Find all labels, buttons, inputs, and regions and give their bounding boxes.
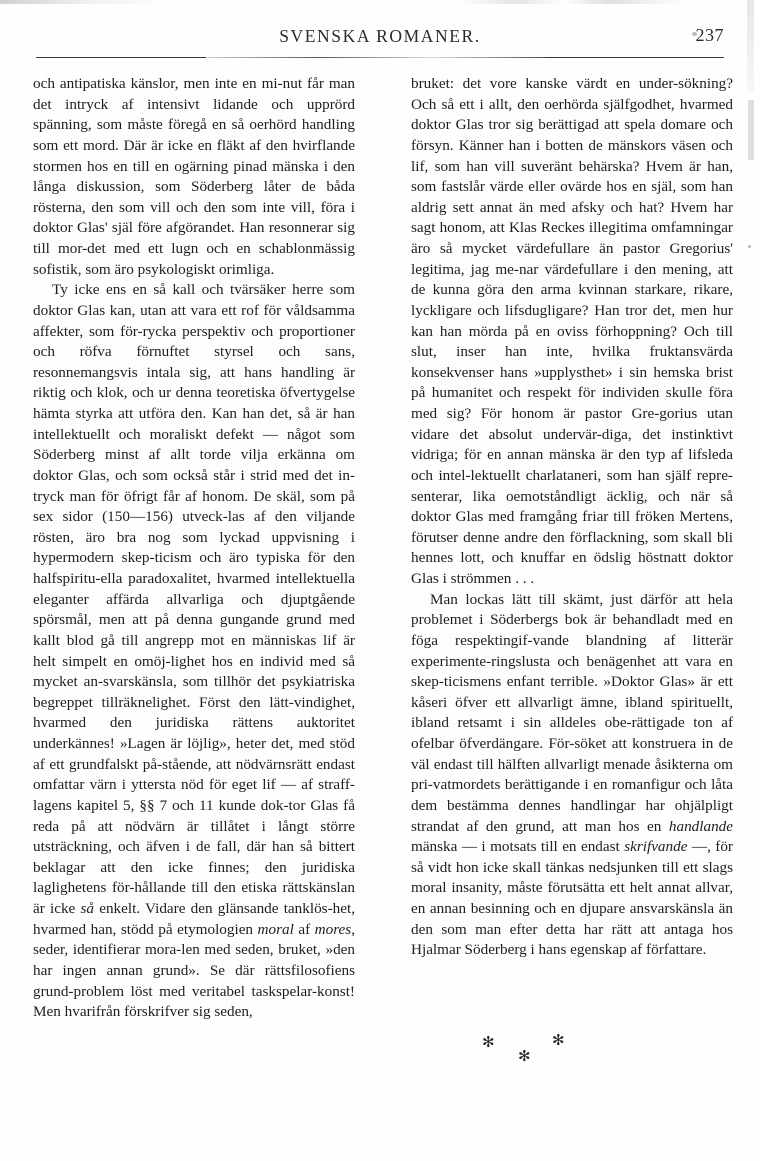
asterisk-icon: ✻	[518, 1049, 531, 1065]
asterism-ornament	[418, 1028, 588, 1074]
paragraph: bruket: det vore kanske värdt en under-sökning? Och så ett i allt, den oerhörda själfgodhet, hvarmed doktor Glas tror sig berättigad att spela domare och försyn. Känner han i botten de mänskors väsen och lif, som han vill suveränt behärska? Hvem är han, som fastslår värde eller ovärde hos en själ, som han aldrig sett annat än med afsky och hat? Hvem har sagt honom, att Klas Reckes illegitima omfamningar äro så mycket värdefullare än pastor Gregorius' legitima, jag me-nar värdefullare i den mening, att de kunna göra den arma kvinnan starkare, rikare, lyckligare och lifsdugligare? Han tror det, men hur kan han mörda på en oviss förhoppning? Och till slut, inser han inte, hvilka fruktansvärda konsekvenser hans »upplysthet» i sin hemska brist på humanitet och respekt för individen skulle föra med sig? För honom är pastor Gre-gorius utan vidare det absolut undervär-diga, det instinktivt vidriga; för en annan mänska är den typ af lifsleda och intel-lektuellt charlataneri, som han själf repre-senterar, lika oemotståndligt äcklig, och när så doktor Glas med framgång friar till fröken Mertens, förutser denne andre den förflackning, som skall bli hennes lott, och knuffar en ödslig höstnatt doktor Glas i strömmen . . .	[411, 75, 733, 587]
page-number: 237	[695, 25, 724, 45]
column-left	[33, 74, 355, 1023]
paragraph: Ty icke ens en så kall och tvärsäker herre som doktor Glas kan, utan att vara ett rof för våldsamma affekter, som för-rycka perspektiv och proportioner och röfva förnuftet styrsel och sans, resonnemangsvis intala sig, att hans handling är riktig och klok, och ur denna teoretiska öfvertygelse hämta styrka att utföra den. Kan han det, så är han intellektuellt och moraliskt defekt — något som Söderberg minst af allt torde vilja erkänna om doktor Glas, och som också står i strid med det in-tryck man för öfrigt får af honom. De skäl, som på sex sidor (150—156) utveck-las af den viljande rösten, äro bra nog som lyckad uppvisning i hypermodern skep-ticism och äro typiska för den halfspiritu-ella paradoxalitet, hvarmed intellektuella eleganter affärda allvarliga och djuptgående spörsmål, men att på denna gungande grund med kallt blod gå till angrepp mot en människas lif är helt simpelt en omöj-lighet hos en individ med så mycket an-svarskänsla, som tillhör det psykiatriska begreppet tillräknelighet. Först den lätt-vindighet, hvarmed den juridiska rättens auktoritet underkännes! »Lagen är löjlig», heter det, med stöd af ett grundfalskt på-stående, att nödvärnsrätt endast omfattar värn i yttersta nöd för eget lif — af straff-lagens kapitel 5, §§ 7 och 11 kunde dok-tor Glas få reda på att nödvärn är tillåtet i långt större utsträckning, och äfven i de fall, där han så bittert beklagar att den icke finnes; den juridiska laglighetens för-hållande till den etiska rättskänslan är icke så enkelt. Vidare den glänsande tanklös-het, hvarmed han, stödd på etymologien moral af mores, seder, identifierar mora-len med seden, bruket, »den har ingen annan grund». Se där rättsfilosofiens grund-problem löst med veritabel taskspelar-konst! Men hvarifrån förskrifver sig seden,	[33, 281, 355, 1021]
paragraph: och antipatiska känslor, men inte en mi-nut får man det intryck af intensivt lidande och upprörd spänning, som måste föregå en så oerhörd handling som ett mord. Där är icke en fläkt af den hvirflande stormen hos en till en ogärning pinad mänska i den långa diskussion, som Söderberg låter de båda rösterna, den som vill och den som inte vill, föra i doktor Glas' själ före afgörandet. Han resonnerar sig till mor-det med ett lugn och en schablonmässig sofistik, som äro psykologiskt orimliga.	[33, 75, 355, 278]
scan-speck	[748, 245, 751, 248]
asterisk-icon: ✻	[552, 1033, 565, 1049]
scan-artifact-top-edge	[0, 0, 760, 4]
paragraph: Man lockas lätt till skämt, just därför att hela problemet i Söderbergs bok är behandladt med en föga respektingif-vande blandning af litterär experimente-ringslusta och benägenhet att vara en skep-ticismens enfant terrible. »Doktor Glas» är ett kåseri öfver ett allvarligt ämne, ibland spirituellt, ibland retsamt i sin alldeles obe-rättigade ton af ofelbar öfverdängare. För-söket att konstruera in de väl endast till hälften allvarligt menade åsikterna om pri-vatmordets berättigande i en romanfigur och låta dem bestämma dennes handlingar har ohjälpligt strandat af den grund, att man hos en handlande mänska — i motsats till en endast skrifvande —, för så vidt hon icke skall tänkas nedsjunken till ett slags moral insanity, måste förutsätta ett helt annat allvar, en annan besinning och en djupare ansvarskänsla än den som man efter detta har rätt att antaga hos Hjalmar Söderberg i hans egenskap af författare.	[411, 590, 733, 959]
header-rule	[36, 57, 724, 58]
running-head	[36, 26, 724, 56]
body-columns	[33, 74, 733, 1023]
scan-artifact-right-edge	[747, 0, 754, 92]
asterisk-icon: ✻	[482, 1035, 495, 1051]
column-right	[411, 74, 733, 1023]
scan-artifact-right-edge-lower	[748, 100, 754, 160]
running-head-title: SVENSKA ROMANER.	[279, 26, 481, 46]
